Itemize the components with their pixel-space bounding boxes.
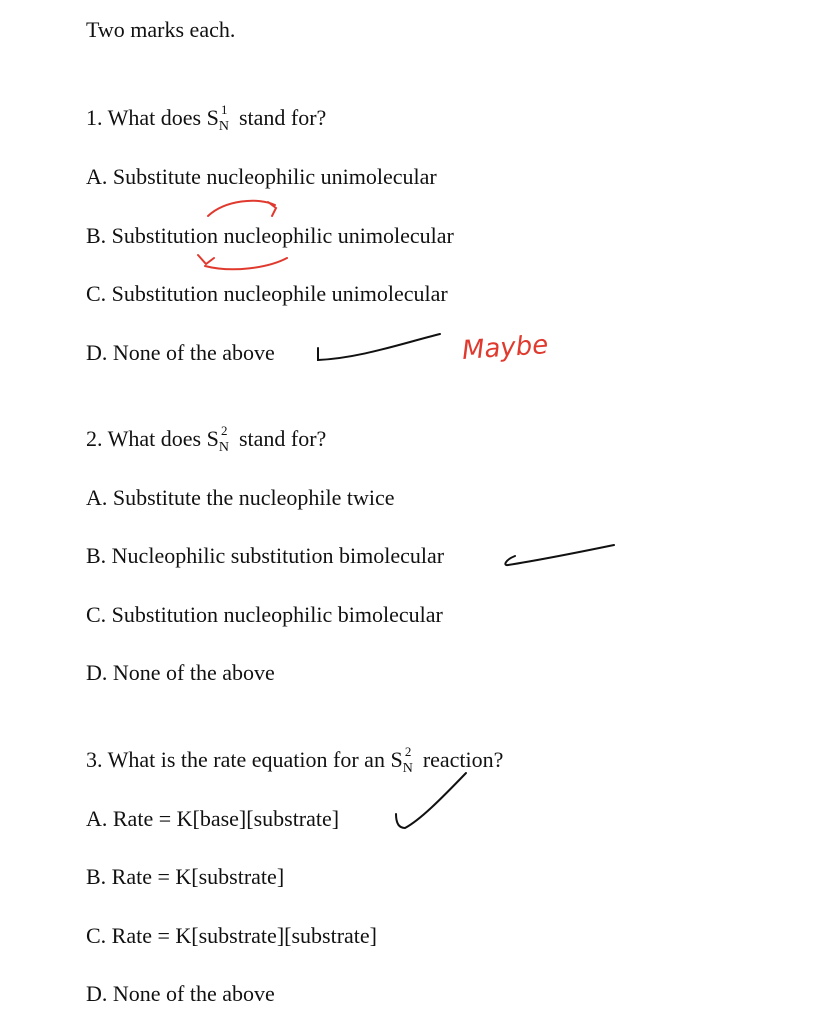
superscript: 2 xyxy=(404,744,412,759)
black-check-mark-2b xyxy=(505,545,614,565)
q1-option-d: D. None of the above xyxy=(86,340,275,365)
q1-option-a: A. Substitute nucleophilic unimolecular xyxy=(86,164,437,189)
question-stem-end: stand for? xyxy=(238,426,327,451)
superscript: 2 xyxy=(220,423,228,438)
q1-option-b: B. Substitution nucleophilic unimolecular xyxy=(86,223,454,248)
question-1-stem xyxy=(86,102,327,135)
q2-option-b: B. Nucleophilic substitution bimolecular xyxy=(86,543,445,568)
red-arrowhead-top xyxy=(268,202,276,216)
question-stem-end: reaction? xyxy=(422,747,504,772)
q2-option-a: A. Substitute the nucleophile twice xyxy=(86,485,395,510)
question-3-stem xyxy=(86,744,504,777)
question-number: 2. xyxy=(86,426,103,451)
q3-option-d: D. None of the above xyxy=(86,981,275,1006)
question-number: 3. xyxy=(86,747,103,772)
question-stem-text: What is the rate equation for an S xyxy=(107,747,403,772)
subscript: N xyxy=(218,119,229,134)
q3-option-a: A. Rate = K[base][substrate] xyxy=(86,806,340,831)
black-check-mark-3a xyxy=(396,773,466,828)
header-text: Two marks each. xyxy=(86,17,236,42)
q2-option-c: C. Substitution nucleophilic bimolecular xyxy=(86,602,443,627)
handwritten-note-maybe: Maybe xyxy=(461,330,550,366)
q3-option-b: B. Rate = K[substrate] xyxy=(86,864,285,889)
question-number: 1. xyxy=(86,105,103,130)
q1-option-c: C. Substitution nucleophile unimolecular xyxy=(86,281,448,306)
question-stem-text: What does S xyxy=(107,105,219,130)
superscript: 1 xyxy=(220,102,228,117)
subscript: N xyxy=(402,761,413,776)
question-2-stem xyxy=(86,423,327,456)
question-stem-text: What does S xyxy=(107,426,219,451)
subscript: N xyxy=(218,440,229,455)
red-arrowhead-bottom xyxy=(198,255,214,264)
question-stem-end: stand for? xyxy=(238,105,327,130)
red-swap-arrow-bottom xyxy=(205,258,287,269)
q2-option-d: D. None of the above xyxy=(86,660,275,685)
q3-option-c: C. Rate = K[substrate][substrate] xyxy=(86,923,377,948)
black-check-mark-1d xyxy=(318,334,440,360)
red-swap-arrow-top xyxy=(208,201,275,216)
